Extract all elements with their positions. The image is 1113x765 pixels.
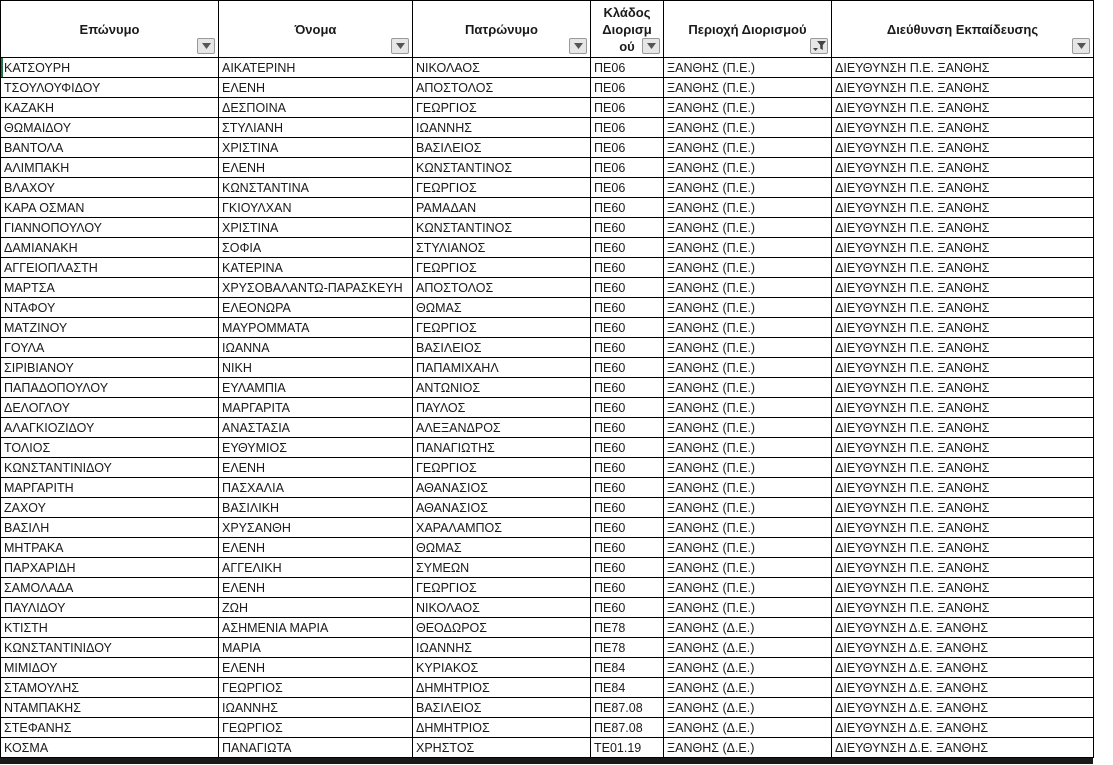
cell-firstname[interactable]: ΓΕΩΡΓΙΟΣ (219, 718, 413, 738)
cell-patronym[interactable]: ΑΝΤΩΝΙΟΣ (413, 378, 591, 398)
cell-directorate[interactable]: ΔΙΕΥΘΥΝΣΗ Π.Ε. ΞΑΝΘΗΣ (832, 178, 1094, 198)
table-row (1, 198, 1094, 218)
cell-surname[interactable]: ΜΙΜΙΔΟΥ (1, 658, 219, 678)
cell-directorate[interactable]: ΔΙΕΥΘΥΝΣΗ Π.Ε. ΞΑΝΘΗΣ (832, 418, 1094, 438)
table-row (1, 538, 1094, 558)
cell-branch[interactable]: ΠΕ60 (591, 398, 664, 418)
cell-patronym[interactable]: ΓΕΩΡΓΙΟΣ (413, 258, 591, 278)
cell-branch[interactable]: ΤΕ01.19 (591, 738, 664, 758)
cell-branch[interactable]: ΠΕ60 (591, 238, 664, 258)
cell-patronym[interactable]: ΔΗΜΗΤΡΙΟΣ (413, 718, 591, 738)
cell-patronym[interactable]: ΘΕΟΔΩΡΟΣ (413, 618, 591, 638)
cell-firstname[interactable]: ΝΙΚΗ (219, 358, 413, 378)
cell-directorate[interactable]: ΔΙΕΥΘΥΝΣΗ Π.Ε. ΞΑΝΘΗΣ (832, 458, 1094, 478)
cell-surname[interactable]: ΠΑΡΧΑΡΙΔΗ (1, 558, 219, 578)
cell-directorate[interactable]: ΔΙΕΥΘΥΝΣΗ Δ.Ε. ΞΑΝΘΗΣ (832, 618, 1094, 638)
table-row (1, 738, 1094, 758)
cell-branch[interactable]: ΠΕ60 (591, 198, 664, 218)
cell-directorate[interactable]: ΔΙΕΥΘΥΝΣΗ Π.Ε. ΞΑΝΘΗΣ (832, 298, 1094, 318)
table-row (1, 338, 1094, 358)
cell-surname[interactable]: ΓΙΑΝΝΟΠΟΥΛΟΥ (1, 218, 219, 238)
cell-branch[interactable]: ΠΕ60 (591, 578, 664, 598)
cell-firstname[interactable]: ΧΡΥΣΟΒΑΛΑΝΤΩ-ΠΑΡΑΣΚΕΥΗ (219, 278, 413, 298)
filter-dropdown-directorate[interactable] (1072, 38, 1090, 54)
cell-surname[interactable]: ΝΤΑΦΟΥ (1, 298, 219, 318)
cell-surname[interactable]: ΣΤΕΦΑΝΗΣ (1, 718, 219, 738)
cell-patronym[interactable]: ΒΑΣΙΛΕΙΟΣ (413, 138, 591, 158)
cell-branch[interactable]: ΠΕ60 (591, 538, 664, 558)
cell-region[interactable]: ΞΑΝΘΗΣ (Π.Ε.) (664, 598, 832, 618)
cell-firstname[interactable]: ΖΩΗ (219, 598, 413, 618)
cell-firstname[interactable]: ΚΩΝΣΤΑΝΤΙΝΑ (219, 178, 413, 198)
cell-firstname[interactable]: ΜΑΡΙΑ (219, 638, 413, 658)
cell-patronym[interactable]: ΣΤΥΛΙΑΝΟΣ (413, 238, 591, 258)
cell-surname[interactable]: ΚΩΝΣΤΑΝΤΙΝΙΔΟΥ (1, 458, 219, 478)
cell-region[interactable]: ΞΑΝΘΗΣ (Π.Ε.) (664, 418, 832, 438)
cell-directorate[interactable]: ΔΙΕΥΘΥΝΣΗ Π.Ε. ΞΑΝΘΗΣ (832, 278, 1094, 298)
cell-region[interactable]: ΞΑΝΘΗΣ (Π.Ε.) (664, 498, 832, 518)
cell-patronym[interactable]: ΧΡΗΣΤΟΣ (413, 738, 591, 758)
cell-directorate[interactable]: ΔΙΕΥΘΥΝΣΗ Π.Ε. ΞΑΝΘΗΣ (832, 478, 1094, 498)
column-header-region[interactable] (664, 1, 832, 58)
cell-directorate[interactable]: ΔΙΕΥΘΥΝΣΗ Π.Ε. ΞΑΝΘΗΣ (832, 378, 1094, 398)
cell-directorate[interactable]: ΔΙΕΥΘΥΝΣΗ Π.Ε. ΞΑΝΘΗΣ (832, 518, 1094, 538)
cell-directorate[interactable]: ΔΙΕΥΘΥΝΣΗ Π.Ε. ΞΑΝΘΗΣ (832, 238, 1094, 258)
cell-patronym[interactable]: ΡΑΜΑΔΑΝ (413, 198, 591, 218)
cell-firstname[interactable]: ΑΝΑΣΤΑΣΙΑ (219, 418, 413, 438)
table-row (1, 418, 1094, 438)
table-row (1, 58, 1094, 78)
table-row (1, 278, 1094, 298)
cell-directorate[interactable]: ΔΙΕΥΘΥΝΣΗ Π.Ε. ΞΑΝΘΗΣ (832, 198, 1094, 218)
column-header-surname[interactable] (1, 1, 219, 58)
cell-surname[interactable]: ΣΤΑΜΟΥΛΗΣ (1, 678, 219, 698)
cell-region[interactable]: ΞΑΝΘΗΣ (Π.Ε.) (664, 518, 832, 538)
cell-region[interactable]: ΞΑΝΘΗΣ (Π.Ε.) (664, 238, 832, 258)
cell-surname[interactable]: ΤΣΟΥΛΟΥΦΙΔΟΥ (1, 78, 219, 98)
table-row (1, 298, 1094, 318)
table-row (1, 438, 1094, 458)
table-row (1, 558, 1094, 578)
cell-firstname[interactable]: ΙΩΑΝΝΑ (219, 338, 413, 358)
cell-firstname[interactable]: ΕΛΕΝΗ (219, 538, 413, 558)
cell-patronym[interactable]: ΓΕΩΡΓΙΟΣ (413, 458, 591, 478)
cell-directorate[interactable]: ΔΙΕΥΘΥΝΣΗ Π.Ε. ΞΑΝΘΗΣ (832, 218, 1094, 238)
cell-surname[interactable]: ΠΑΥΛΙΔΟΥ (1, 598, 219, 618)
cell-firstname[interactable]: ΒΑΣΙΛΙΚΗ (219, 498, 413, 518)
cell-firstname[interactable]: ΣΟΦΙΑ (219, 238, 413, 258)
cell-firstname[interactable]: ΕΛΕΝΗ (219, 578, 413, 598)
cell-surname[interactable]: ΜΑΡΤΣΑ (1, 278, 219, 298)
column-header-firstname[interactable] (219, 1, 413, 58)
cell-patronym[interactable]: ΑΘΑΝΑΣΙΟΣ (413, 498, 591, 518)
cell-region[interactable]: ΞΑΝΘΗΣ (Π.Ε.) (664, 98, 832, 118)
cell-branch[interactable]: ΠΕ60 (591, 358, 664, 378)
cell-directorate[interactable]: ΔΙΕΥΘΥΝΣΗ Π.Ε. ΞΑΝΘΗΣ (832, 78, 1094, 98)
filter-dropdown-patronym[interactable] (569, 38, 587, 54)
cell-directorate[interactable]: ΔΙΕΥΘΥΝΣΗ Π.Ε. ΞΑΝΘΗΣ (832, 398, 1094, 418)
table-row (1, 218, 1094, 238)
cell-region[interactable]: ΞΑΝΘΗΣ (Π.Ε.) (664, 538, 832, 558)
cell-patronym[interactable]: ΓΕΩΡΓΙΟΣ (413, 578, 591, 598)
cell-patronym[interactable]: ΑΛΕΞΑΝΔΡΟΣ (413, 418, 591, 438)
cell-directorate[interactable]: ΔΙΕΥΘΥΝΣΗ Π.Ε. ΞΑΝΘΗΣ (832, 538, 1094, 558)
table-row (1, 358, 1094, 378)
cell-patronym[interactable]: ΚΩΝΣΤΑΝΤΙΝΟΣ (413, 158, 591, 178)
cell-directorate[interactable]: ΔΙΕΥΘΥΝΣΗ Δ.Ε. ΞΑΝΘΗΣ (832, 678, 1094, 698)
cell-branch[interactable]: ΠΕ60 (591, 558, 664, 578)
cell-firstname[interactable]: ΑΣΗΜΕΝΙΑ ΜΑΡΙΑ (219, 618, 413, 638)
cell-firstname[interactable]: ΧΡΙΣΤΙΝΑ (219, 138, 413, 158)
cell-directorate[interactable]: ΔΙΕΥΘΥΝΣΗ Π.Ε. ΞΑΝΘΗΣ (832, 338, 1094, 358)
filter-dropdown-branch[interactable] (642, 38, 660, 54)
cell-branch[interactable]: ΠΕ60 (591, 378, 664, 398)
cell-patronym[interactable]: ΘΩΜΑΣ (413, 298, 591, 318)
cell-directorate[interactable]: ΔΙΕΥΘΥΝΣΗ Π.Ε. ΞΑΝΘΗΣ (832, 158, 1094, 178)
table-row (1, 618, 1094, 638)
cell-region[interactable]: ΞΑΝΘΗΣ (Π.Ε.) (664, 578, 832, 598)
cell-branch[interactable]: ΠΕ60 (591, 258, 664, 278)
cell-branch[interactable]: ΠΕ06 (591, 58, 664, 78)
cell-surname[interactable]: ΚΑΖΑΚΗ (1, 98, 219, 118)
table-row (1, 518, 1094, 538)
cell-region[interactable]: ΞΑΝΘΗΣ (Π.Ε.) (664, 398, 832, 418)
cell-surname[interactable]: ΚΩΝΣΤΑΝΤΙΝΙΔΟΥ (1, 638, 219, 658)
cell-firstname[interactable]: ΧΡΥΣΑΝΘΗ (219, 518, 413, 538)
cell-patronym[interactable]: ΘΩΜΑΣ (413, 538, 591, 558)
cell-directorate[interactable]: ΔΙΕΥΘΥΝΣΗ Π.Ε. ΞΑΝΘΗΣ (832, 118, 1094, 138)
cell-surname[interactable]: ΔΑΜΙΑΝΑΚΗ (1, 238, 219, 258)
dropdown-arrow-icon (574, 43, 583, 49)
table-row (1, 718, 1094, 738)
cell-branch[interactable]: ΠΕ60 (591, 438, 664, 458)
table-row (1, 458, 1094, 478)
cell-directorate[interactable]: ΔΙΕΥΘΥΝΣΗ Π.Ε. ΞΑΝΘΗΣ (832, 598, 1094, 618)
cell-region[interactable]: ΞΑΝΘΗΣ (Π.Ε.) (664, 138, 832, 158)
cell-firstname[interactable]: ΠΑΝΑΓΙΩΤΑ (219, 738, 413, 758)
cell-surname[interactable]: ΓΟΥΛΑ (1, 338, 219, 358)
cell-directorate[interactable]: ΔΙΕΥΘΥΝΣΗ Π.Ε. ΞΑΝΘΗΣ (832, 318, 1094, 338)
cell-directorate[interactable]: ΔΙΕΥΘΥΝΣΗ Π.Ε. ΞΑΝΘΗΣ (832, 98, 1094, 118)
filter-dropdown-firstname[interactable] (391, 38, 409, 54)
cell-branch[interactable]: ΠΕ60 (591, 518, 664, 538)
dropdown-arrow-icon (202, 43, 211, 49)
column-header-branch[interactable] (591, 1, 664, 58)
cell-directorate[interactable]: ΔΙΕΥΘΥΝΣΗ Δ.Ε. ΞΑΝΘΗΣ (832, 698, 1094, 718)
cell-region[interactable]: ΞΑΝΘΗΣ (Π.Ε.) (664, 218, 832, 238)
table-row (1, 658, 1094, 678)
cell-surname[interactable]: ΒΑΣΙΛΗ (1, 518, 219, 538)
cell-firstname[interactable]: ΑΓΓΕΛΙΚΗ (219, 558, 413, 578)
cell-branch[interactable]: ΠΕ06 (591, 138, 664, 158)
cell-patronym[interactable]: ΝΙΚΟΛΑΟΣ (413, 598, 591, 618)
cell-surname[interactable]: ΚΤΙΣΤΗ (1, 618, 219, 638)
cell-firstname[interactable]: ΜΑΡΓΑΡΙΤΑ (219, 398, 413, 418)
dropdown-arrow-icon (1077, 43, 1086, 49)
cell-region[interactable]: ΞΑΝΘΗΣ (Π.Ε.) (664, 298, 832, 318)
cell-region[interactable]: ΞΑΝΘΗΣ (Δ.Ε.) (664, 618, 832, 638)
cell-branch[interactable]: ΠΕ60 (591, 478, 664, 498)
cell-directorate[interactable]: ΔΙΕΥΘΥΝΣΗ Π.Ε. ΞΑΝΘΗΣ (832, 58, 1094, 78)
cell-branch[interactable]: ΠΕ06 (591, 78, 664, 98)
cell-firstname[interactable]: ΕΥΘΥΜΙΟΣ (219, 438, 413, 458)
cell-directorate[interactable]: ΔΙΕΥΘΥΝΣΗ Π.Ε. ΞΑΝΘΗΣ (832, 558, 1094, 578)
cell-firstname[interactable]: ΔΕΣΠΟΙΝΑ (219, 98, 413, 118)
column-header-label: Κλάδος Διορισμού (602, 4, 652, 54)
cell-patronym[interactable]: ΚΥΡΙΑΚΟΣ (413, 658, 591, 678)
cell-region[interactable]: ΞΑΝΘΗΣ (Π.Ε.) (664, 278, 832, 298)
cell-branch[interactable]: ΠΕ78 (591, 618, 664, 638)
cell-surname[interactable]: ΜΑΤΖΙΝΟΥ (1, 318, 219, 338)
cell-directorate[interactable]: ΔΙΕΥΘΥΝΣΗ Π.Ε. ΞΑΝΘΗΣ (832, 438, 1094, 458)
cell-region[interactable]: ΞΑΝΘΗΣ (Δ.Ε.) (664, 638, 832, 658)
cell-patronym[interactable]: ΙΩΑΝΝΗΣ (413, 638, 591, 658)
cell-branch[interactable]: ΠΕ84 (591, 678, 664, 698)
cell-branch[interactable]: ΠΕ60 (591, 598, 664, 618)
cell-region[interactable]: ΞΑΝΘΗΣ (Π.Ε.) (664, 438, 832, 458)
cell-surname[interactable]: ΒΑΝΤΟΛΑ (1, 138, 219, 158)
cell-branch[interactable]: ΠΕ06 (591, 98, 664, 118)
cell-firstname[interactable]: ΙΩΑΝΝΗΣ (219, 698, 413, 718)
cell-branch[interactable]: ΠΕ84 (591, 658, 664, 678)
table-row (1, 598, 1094, 618)
cell-firstname[interactable]: ΕΛΕΟΝΩΡΑ (219, 298, 413, 318)
cell-branch[interactable]: ΠΕ78 (591, 638, 664, 658)
cell-surname[interactable]: ΜΗΤΡΑΚΑ (1, 538, 219, 558)
cell-branch[interactable]: ΠΕ60 (591, 498, 664, 518)
cell-directorate[interactable]: ΔΙΕΥΘΥΝΣΗ Π.Ε. ΞΑΝΘΗΣ (832, 138, 1094, 158)
table-row (1, 178, 1094, 198)
cell-directorate[interactable]: ΔΙΕΥΘΥΝΣΗ Π.Ε. ΞΑΝΘΗΣ (832, 498, 1094, 518)
table-row (1, 118, 1094, 138)
cell-branch[interactable]: ΠΕ60 (591, 218, 664, 238)
cell-patronym[interactable]: ΒΑΣΙΛΕΙΟΣ (413, 698, 591, 718)
cell-firstname[interactable]: ΚΑΤΕΡΙΝΑ (219, 258, 413, 278)
table-row (1, 478, 1094, 498)
cell-surname[interactable]: ΑΛΙΜΠΑΚΗ (1, 158, 219, 178)
cell-firstname[interactable]: ΕΛΕΝΗ (219, 658, 413, 678)
cell-surname[interactable]: ΝΤΑΜΠΑΚΗΣ (1, 698, 219, 718)
cell-surname[interactable]: ΜΑΡΓΑΡΙΤΗ (1, 478, 219, 498)
cell-directorate[interactable]: ΔΙΕΥΘΥΝΣΗ Δ.Ε. ΞΑΝΘΗΣ (832, 718, 1094, 738)
cell-firstname[interactable]: ΣΤΥΛΙΑΝΗ (219, 118, 413, 138)
cell-directorate[interactable]: ΔΙΕΥΘΥΝΣΗ Π.Ε. ΞΑΝΘΗΣ (832, 258, 1094, 278)
cell-region[interactable]: ΞΑΝΘΗΣ (Π.Ε.) (664, 118, 832, 138)
table-row (1, 378, 1094, 398)
table-row (1, 258, 1094, 278)
cell-surname[interactable]: ΖΑΧΟΥ (1, 498, 219, 518)
column-header-directorate[interactable] (832, 1, 1094, 58)
next-row-black-band (0, 758, 1093, 764)
cell-region[interactable]: ΞΑΝΘΗΣ (Π.Ε.) (664, 558, 832, 578)
column-header-label: Διεύθυνση Εκπαίδευσης (886, 21, 1039, 37)
cell-surname[interactable]: ΚΑΤΣΟΥΡΗ (1, 58, 219, 78)
cell-directorate[interactable]: ΔΙΕΥΘΥΝΣΗ Δ.Ε. ΞΑΝΘΗΣ (832, 738, 1094, 758)
cell-region[interactable]: ΞΑΝΘΗΣ (Π.Ε.) (664, 338, 832, 358)
dropdown-arrow-icon (647, 43, 656, 49)
cell-patronym[interactable]: ΔΗΜΗΤΡΙΟΣ (413, 678, 591, 698)
table-row (1, 398, 1094, 418)
cell-firstname[interactable]: ΕΥΛΑΜΠΙΑ (219, 378, 413, 398)
cell-firstname[interactable]: ΑΙΚΑΤΕΡΙΝΗ (219, 58, 413, 78)
column-header-label: Όνομα (294, 21, 337, 37)
cell-region[interactable]: ΞΑΝΘΗΣ (Π.Ε.) (664, 378, 832, 398)
cell-branch[interactable]: ΠΕ87.08 (591, 718, 664, 738)
cell-directorate[interactable]: ΔΙΕΥΘΥΝΣΗ Π.Ε. ΞΑΝΘΗΣ (832, 578, 1094, 598)
cell-firstname[interactable]: ΜΑΥΡΟΜΜΑΤΑ (219, 318, 413, 338)
filter-dropdown-region-applied[interactable] (810, 38, 828, 54)
cell-directorate[interactable]: ΔΙΕΥΘΥΝΣΗ Π.Ε. ΞΑΝΘΗΣ (832, 358, 1094, 378)
cell-branch[interactable]: ΠΕ60 (591, 298, 664, 318)
table-row (1, 78, 1094, 98)
cell-firstname[interactable]: ΕΛΕΝΗ (219, 78, 413, 98)
cell-surname[interactable]: ΣΑΜΟΛΑΔΑ (1, 578, 219, 598)
filter-applied-icon (813, 41, 826, 51)
cell-directorate[interactable]: ΔΙΕΥΘΥΝΣΗ Δ.Ε. ΞΑΝΘΗΣ (832, 638, 1094, 658)
column-header-label: Επώνυμο (79, 21, 140, 37)
cell-region[interactable]: ΞΑΝΘΗΣ (Π.Ε.) (664, 478, 832, 498)
cell-surname[interactable]: ΑΓΓΕΙΟΠΛΑΣΤΗ (1, 258, 219, 278)
column-header-label: Πατρώνυμο (465, 21, 538, 37)
cell-patronym[interactable]: ΣΥΜΕΩΝ (413, 558, 591, 578)
cell-branch[interactable]: ΠΕ06 (591, 118, 664, 138)
cell-patronym[interactable]: ΓΕΩΡΓΙΟΣ (413, 178, 591, 198)
cell-firstname[interactable]: ΓΚΙΟΥΛΧΑΝ (219, 198, 413, 218)
cell-region[interactable]: ΞΑΝΘΗΣ (Δ.Ε.) (664, 658, 832, 678)
cell-region[interactable]: ΞΑΝΘΗΣ (Π.Ε.) (664, 58, 832, 78)
cell-branch[interactable]: ΠΕ87.08 (591, 698, 664, 718)
cell-patronym[interactable]: ΑΘΑΝΑΣΙΟΣ (413, 478, 591, 498)
table-row (1, 158, 1094, 178)
dropdown-arrow-icon (396, 43, 405, 49)
cell-firstname[interactable]: ΕΛΕΝΗ (219, 458, 413, 478)
cell-surname[interactable]: ΚΑΡΑ ΟΣΜΑΝ (1, 198, 219, 218)
cell-region[interactable]: ΞΑΝΘΗΣ (Δ.Ε.) (664, 678, 832, 698)
table-row (1, 98, 1094, 118)
cell-branch[interactable]: ΠΕ60 (591, 418, 664, 438)
cell-region[interactable]: ΞΑΝΘΗΣ (Π.Ε.) (664, 158, 832, 178)
table-row (1, 498, 1094, 518)
cell-firstname[interactable]: ΧΡΙΣΤΙΝΑ (219, 218, 413, 238)
cell-branch[interactable]: ΠΕ60 (591, 278, 664, 298)
cell-region[interactable]: ΞΑΝΘΗΣ (Π.Ε.) (664, 178, 832, 198)
cell-branch[interactable]: ΠΕ06 (591, 178, 664, 198)
cell-patronym[interactable]: ΙΩΑΝΝΗΣ (413, 118, 591, 138)
cell-patronym[interactable]: ΓΕΩΡΓΙΟΣ (413, 318, 591, 338)
table-row (1, 678, 1094, 698)
filter-dropdown-surname[interactable] (197, 38, 215, 54)
cell-region[interactable]: ΞΑΝΘΗΣ (Δ.Ε.) (664, 738, 832, 758)
cell-patronym[interactable]: ΑΠΟΣΤΟΛΟΣ (413, 78, 591, 98)
header-row (1, 1, 1094, 58)
cell-region[interactable]: ΞΑΝΘΗΣ (Π.Ε.) (664, 198, 832, 218)
column-header-label: Περιοχή Διορισμού (688, 21, 807, 37)
cell-firstname[interactable]: ΠΑΣΧΑΛΙΑ (219, 478, 413, 498)
cell-patronym[interactable]: ΓΕΩΡΓΙΟΣ (413, 98, 591, 118)
cell-region[interactable]: ΞΑΝΘΗΣ (Π.Ε.) (664, 78, 832, 98)
cell-patronym[interactable]: ΠΑΝΑΓΙΩΤΗΣ (413, 438, 591, 458)
cell-region[interactable]: ΞΑΝΘΗΣ (Π.Ε.) (664, 258, 832, 278)
cell-surname[interactable]: ΑΛΑΓΚΙΟΖΙΔΟΥ (1, 418, 219, 438)
cell-patronym[interactable]: ΑΠΟΣΤΟΛΟΣ (413, 278, 591, 298)
cell-region[interactable]: ΞΑΝΘΗΣ (Π.Ε.) (664, 458, 832, 478)
cell-patronym[interactable]: ΚΩΝΣΤΑΝΤΙΝΟΣ (413, 218, 591, 238)
cell-branch[interactable]: ΠΕ60 (591, 338, 664, 358)
cell-directorate[interactable]: ΔΙΕΥΘΥΝΣΗ Δ.Ε. ΞΑΝΘΗΣ (832, 658, 1094, 678)
cell-surname[interactable]: ΚΟΣΜΑ (1, 738, 219, 758)
cell-branch[interactable]: ΠΕ60 (591, 318, 664, 338)
table-row (1, 578, 1094, 598)
cell-patronym[interactable]: ΧΑΡΑΛΑΜΠΟΣ (413, 518, 591, 538)
table-row (1, 138, 1094, 158)
cell-surname[interactable]: ΔΕΛΟΓΛΟΥ (1, 398, 219, 418)
cell-region[interactable]: ΞΑΝΘΗΣ (Δ.Ε.) (664, 718, 832, 738)
cell-branch[interactable]: ΠΕ60 (591, 458, 664, 478)
cell-patronym[interactable]: ΠΑΠΑΜΙΧΑΗΛ (413, 358, 591, 378)
cell-surname[interactable]: ΣΙΡΙΒΙΑΝΟΥ (1, 358, 219, 378)
table-row (1, 238, 1094, 258)
cell-branch[interactable]: ΠΕ06 (591, 158, 664, 178)
cell-region[interactable]: ΞΑΝΘΗΣ (Π.Ε.) (664, 358, 832, 378)
column-header-patronym[interactable] (413, 1, 591, 58)
cell-surname[interactable]: ΘΩΜΑΙΔΟΥ (1, 118, 219, 138)
table-row (1, 318, 1094, 338)
cell-firstname[interactable]: ΓΕΩΡΓΙΟΣ (219, 678, 413, 698)
cell-surname[interactable]: ΒΛΑΧΟΥ (1, 178, 219, 198)
cell-firstname[interactable]: ΕΛΕΝΗ (219, 158, 413, 178)
table-row (1, 638, 1094, 658)
cell-patronym[interactable]: ΒΑΣΙΛΕΙΟΣ (413, 338, 591, 358)
cell-region[interactable]: ΞΑΝΘΗΣ (Δ.Ε.) (664, 698, 832, 718)
table-row (1, 698, 1094, 718)
cell-surname[interactable]: ΤΟΛΙΟΣ (1, 438, 219, 458)
cell-surname[interactable]: ΠΑΠΑΔΟΠΟΥΛΟΥ (1, 378, 219, 398)
cell-region[interactable]: ΞΑΝΘΗΣ (Π.Ε.) (664, 318, 832, 338)
cell-patronym[interactable]: ΠΑΥΛΟΣ (413, 398, 591, 418)
cell-patronym[interactable]: ΝΙΚΟΛΑΟΣ (413, 58, 591, 78)
